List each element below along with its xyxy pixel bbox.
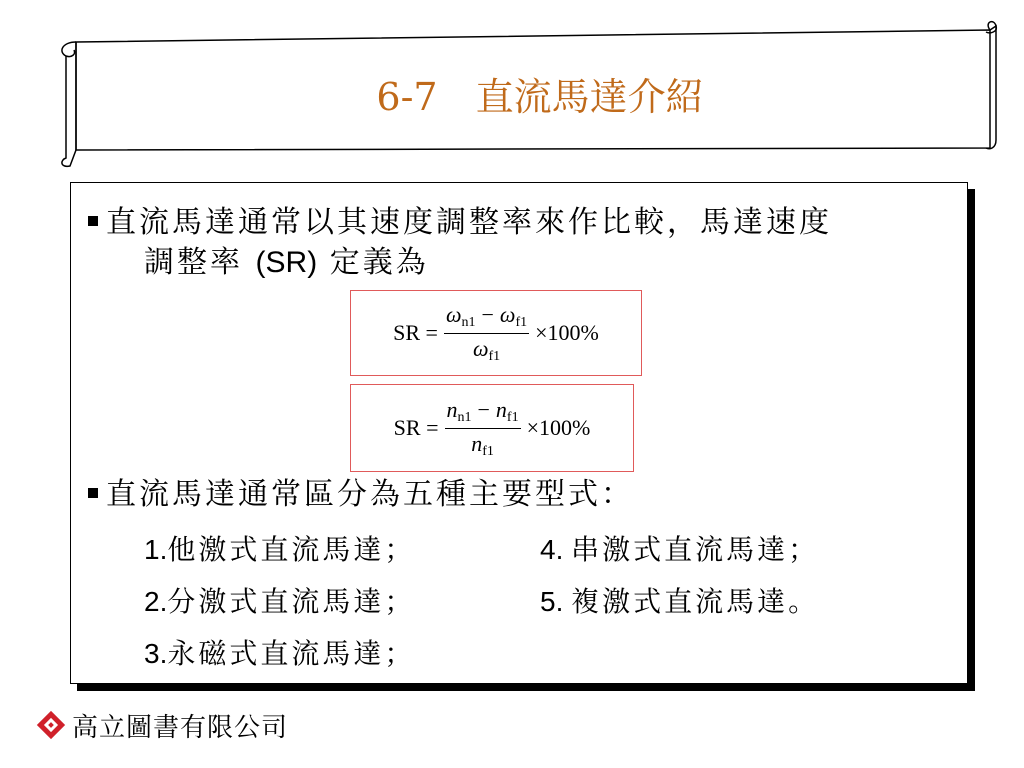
publisher-diamond-icon (36, 710, 66, 740)
publisher-name: 高立圖書有限公司 (72, 712, 289, 743)
list-item-motor-3: 3.永磁式直流馬達； (144, 637, 416, 670)
list-item-motor-5: 5. 複激式直流馬達。 (540, 585, 820, 618)
bullet-icon (88, 216, 98, 226)
publisher-logo (36, 708, 288, 742)
list-item-motor-4: 4. 串激式直流馬達； (540, 533, 820, 566)
bullet-1-line-2: 調整率 (SR) 定義為 (144, 245, 429, 280)
bullet-icon (88, 488, 98, 498)
bullet-1-line-1: 直流馬達通常以其速度調整率來作比較，馬達速度 (88, 204, 832, 242)
list-item-motor-1: 1.他激式直流馬達； (144, 533, 416, 566)
formula-sr-omega: SR = $\frac{\omega_{n1} - \omega_{f1}}{\omega_{f1}}$ ×100% (350, 290, 642, 376)
slide-title: 6-7 直流馬達介紹 (376, 75, 704, 119)
list-item-motor-2: 2.分激式直流馬達； (144, 585, 416, 618)
formula-sr-speed: SR = $\frac{n_{n1} - n_{f1}}{n_{f1}}$ ×100% (350, 384, 634, 472)
bullet-2: 直流馬達通常區分為五種主要型式： (88, 476, 634, 514)
